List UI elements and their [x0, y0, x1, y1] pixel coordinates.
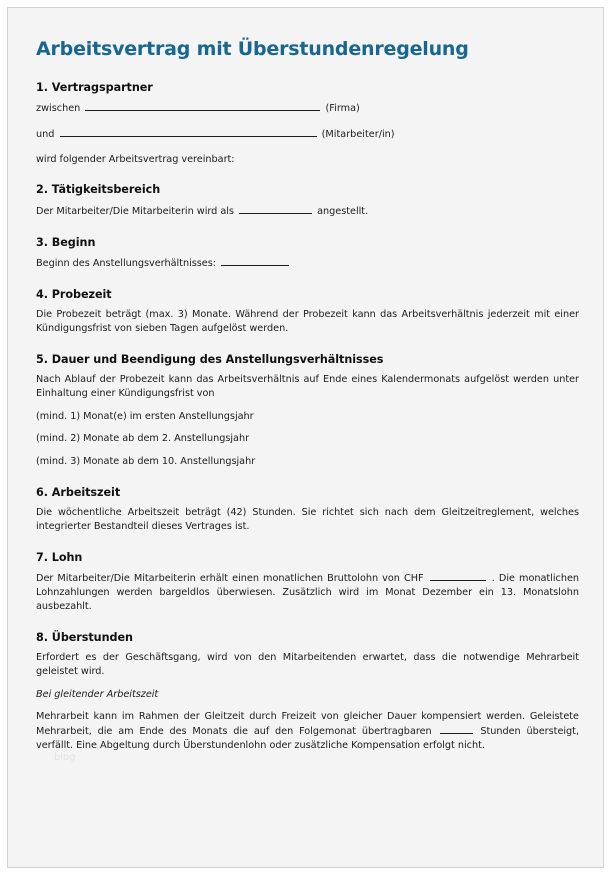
field-suffix-mitarbeiter: (Mitarbeiter/in) [321, 128, 395, 140]
section-probezeit [36, 288, 579, 336]
field-label-zwischen: zwischen [36, 103, 81, 115]
vertragspartner-closing-text: wird folgender Arbeitsvertrag vereinbart: [36, 153, 235, 165]
section-spacer [36, 623, 579, 631]
lohn-text-before: Der Mitarbeiter/Die Mitarbeiterin erhält einen monatlichen Bruttolohn von CHF [36, 573, 424, 585]
lohn-text [36, 571, 579, 613]
section-heading: 4. Probezeit [36, 287, 112, 301]
section-heading: 7. Lohn [36, 550, 83, 564]
section-vertragspartner [36, 81, 579, 167]
field-label-und: und [36, 128, 55, 140]
beginn-blank-field[interactable] [221, 256, 289, 266]
document-page [7, 7, 604, 868]
kuendigungsfrist-item: (mind. 2) Monate ab dem 2. Anstellungsjahr [36, 433, 250, 445]
bruttolohn-blank-field[interactable] [430, 571, 486, 581]
ueberstunden-text-before: Mehrarbeit kann im Rahmen der Gleitzeit durch Freizeit von gleicher Dauer kompensiert werden. Geleistete Mehrarbeit, die am Ende des Monats die auf den Folgemonat übertragbaren [36, 711, 579, 737]
section-spacer [36, 280, 579, 288]
probezeit-text: Die Probezeit beträgt (max. 3) Monate. Während der Probezeit kann das Arbeitsverhältnis jederzeit mit einer Kündigungsfrist von sieben Tagen aufgelöst werden. [36, 309, 579, 334]
page-title: Arbeitsvertrag mit Überstundenregelung [36, 38, 469, 60]
section-spacer [36, 543, 579, 551]
taetigkeit-blank-field[interactable] [239, 204, 312, 214]
ueberstunden-text-after: Stunden übersteigt, verfällt. Eine Abgeltung durch Überstundenlohn oder zusätzliche Kompensation erfolgt nicht. [36, 725, 580, 751]
section-heading: 5. Dauer und Beendigung des Anstellungsverhältnisses [36, 352, 384, 366]
taetigkeitsbereich-text [36, 204, 579, 219]
section-spacer [36, 228, 579, 236]
section-heading: 8. Überstunden [36, 630, 133, 644]
beginn-text [36, 256, 579, 271]
kuendigungsfrist-item: (mind. 3) Monate ab dem 10. Anstellungsjahr [36, 456, 256, 468]
section-spacer [36, 175, 579, 183]
section-heading: 2. Tätigkeitsbereich [36, 183, 161, 197]
section-spacer [36, 345, 579, 353]
ueberstunden-subheading: Bei gleitender Arbeitszeit [36, 688, 159, 700]
taetigkeit-text-after: angestellt. [317, 205, 369, 217]
dauer-intro-text: Nach Ablauf der Probezeit kann das Arbeitsverhältnis auf Ende eines Kalendermonats aufgelöst werden unter Einhaltung einer Kündigungsfrist von [36, 374, 579, 399]
uebertragbare-stunden-blank-field[interactable] [440, 724, 473, 734]
field-row-mitarbeiter [36, 127, 579, 142]
taetigkeit-text-before: Der Mitarbeiter/Die Mitarbeiterin wird als [36, 205, 234, 217]
section-beginn [36, 236, 579, 271]
document-body [8, 8, 603, 763]
ueberstunden-text-1: Erfordert es der Geschäftsgang, wird von den Mitarbeitenden erwartet, dass die notwendige Mehrarbeit geleistet wird. [36, 651, 579, 677]
section-heading: 6. Arbeitszeit [36, 485, 121, 499]
blog-watermark: blog [54, 752, 76, 764]
section-dauer-beendigung [36, 353, 579, 469]
mitarbeiter-blank-field[interactable] [60, 127, 317, 137]
ueberstunden-text-2 [36, 710, 579, 752]
section-taetigkeitsbereich [36, 183, 579, 218]
section-ueberstunden [36, 631, 579, 764]
field-row-firma [36, 101, 579, 116]
firma-blank-field[interactable] [85, 101, 320, 111]
kuendigungsfrist-item: (mind. 1) Monat(e) im ersten Anstellungsjahr [36, 410, 254, 422]
section-arbeitszeit [36, 486, 579, 534]
lohn-text-after: . Die monatlichen Lohnzahlungen werden bargeldlos überwiesen. Zusätzlich wird im Monat Dezember ein 13. Monatslohn ausbezahlt. [36, 573, 579, 612]
arbeitszeit-text: Die wöchentliche Arbeitszeit beträgt (42) Stunden. Sie richtet sich nach dem Gleitzeitreglement, welches integrierter Bestandteil dieses Vertrages ist. [36, 507, 579, 533]
beginn-text-before: Beginn des Anstellungsverhältnisses: [36, 257, 217, 269]
field-suffix-firma: (Firma) [325, 103, 360, 115]
section-heading: 3. Beginn [36, 235, 96, 249]
section-spacer [36, 478, 579, 486]
section-lohn [36, 551, 579, 614]
section-heading: 1. Vertragspartner [36, 80, 153, 94]
